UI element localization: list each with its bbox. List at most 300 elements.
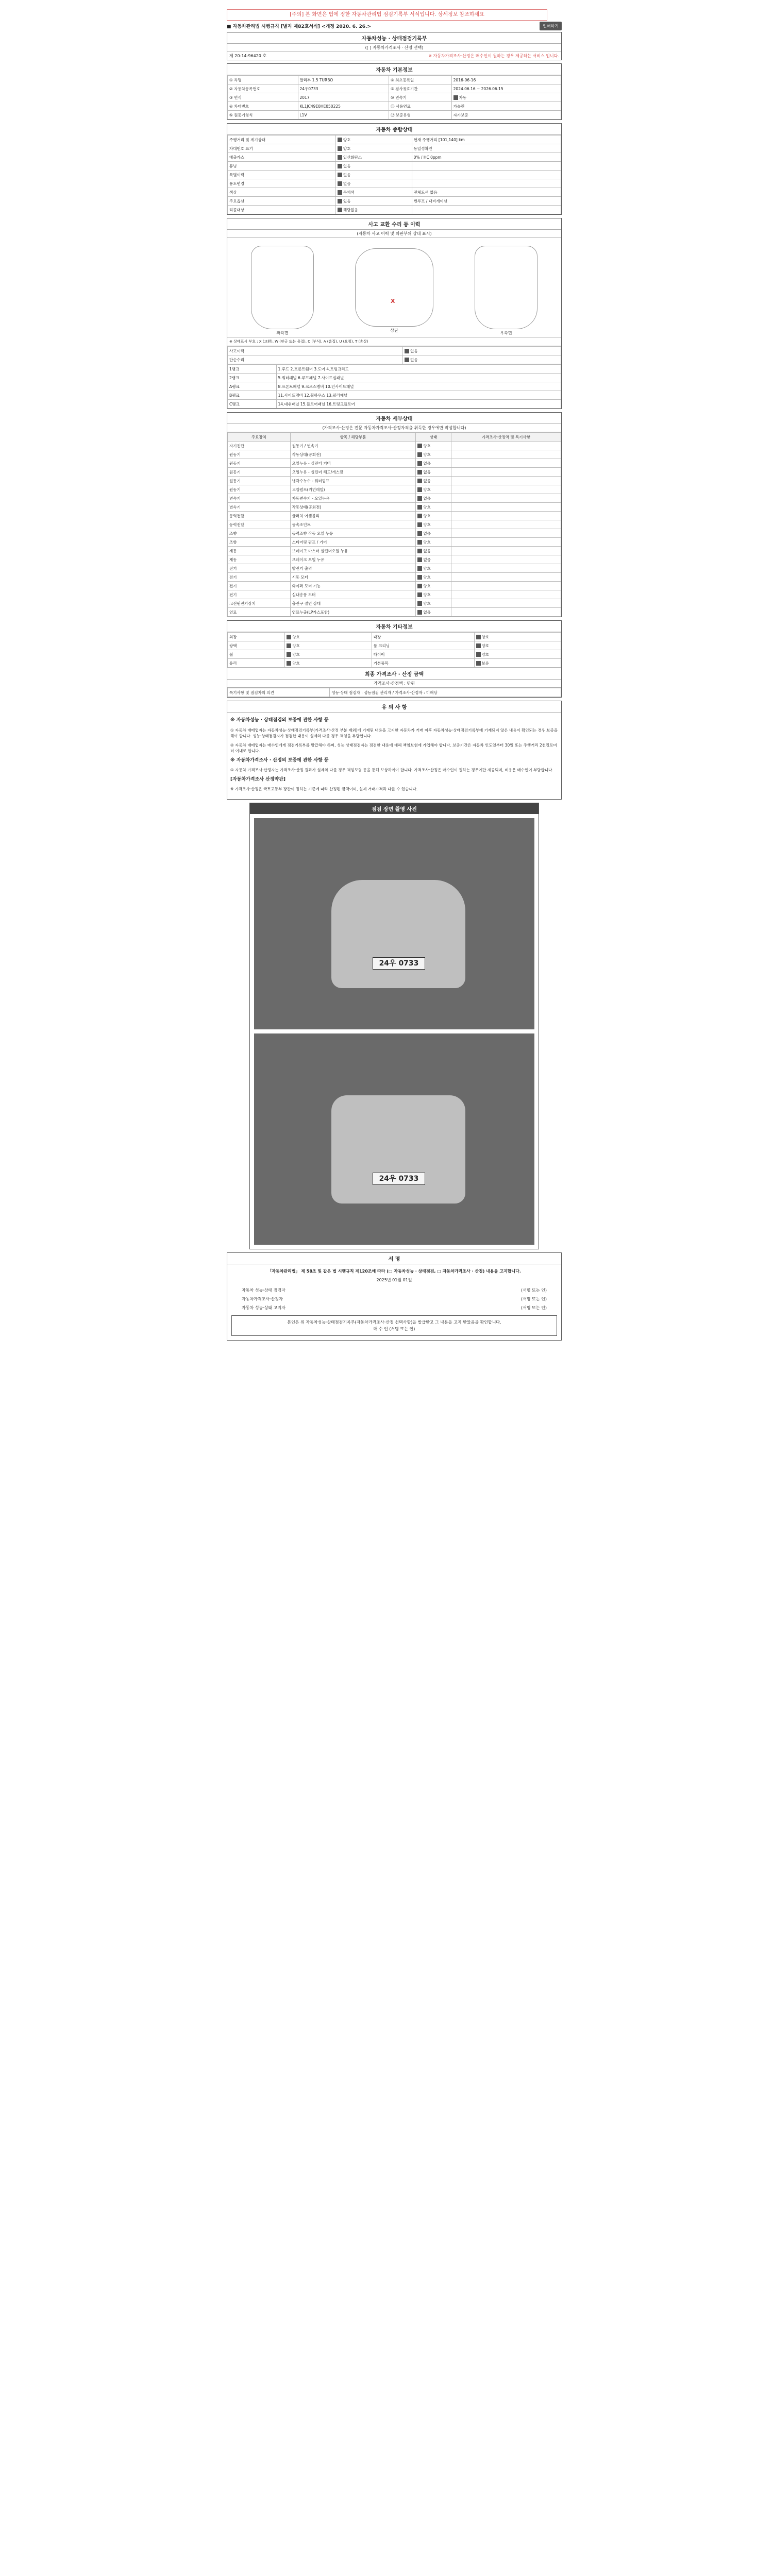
sign-cell: 자동차가격조사·산정자 (242, 1296, 283, 1301)
document-title-box (227, 32, 562, 60)
table-cell (412, 171, 561, 179)
table-cell: 없음 (402, 347, 561, 355)
detail-title: 자동차 세부상태 (227, 413, 561, 424)
table-cell: ① 차명 (228, 76, 298, 84)
table-cell: 양호 (416, 590, 451, 599)
table-cell: 없음 (416, 468, 451, 477)
table-cell: C랭크 (228, 400, 277, 409)
table-cell: 동력조향 작동 오일 누유 (290, 529, 416, 538)
table-cell: 냉각수누수 - 워터펌프 (290, 477, 416, 485)
table-cell: 24우0733 (298, 84, 389, 93)
sign-cell: (서명 또는 인) (521, 1287, 547, 1293)
table-cell: 양호 (474, 633, 561, 641)
signature-section (227, 1252, 562, 1341)
table-cell: 양호 (416, 520, 451, 529)
table-cell: 오일누유 - 실린더 헤드/개스킷 (290, 468, 416, 477)
basic-info-row (228, 84, 561, 93)
table-cell: 휠 (228, 650, 285, 659)
checkbox-checked (417, 452, 422, 457)
detail-row (228, 538, 561, 547)
car-right-view (475, 246, 537, 335)
table-cell (412, 179, 561, 188)
checkbox-checked (476, 643, 481, 648)
table-cell (451, 547, 561, 555)
checkbox-checked (417, 470, 422, 474)
detail-row (228, 599, 561, 608)
table-cell: ④ 차대번호 (228, 102, 298, 111)
status-row (228, 171, 561, 179)
table-cell: ⑩ 변속기 (389, 93, 451, 102)
basic-info-row (228, 76, 561, 84)
notes-section (227, 701, 562, 800)
checkbox-checked (476, 652, 481, 657)
notes-heading-2: ※ 자동차가격조사 · 산정의 보증에 관한 사항 등 (230, 757, 329, 763)
sign-receiver: 매 수 인 (서명 또는 인) (373, 1326, 415, 1331)
table-cell: 연료누출(LP가스포함) (290, 608, 416, 617)
table-cell: 유리 (228, 659, 285, 668)
detail-row (228, 564, 561, 573)
notice-banner: [주의] 본 화면은 법에 정한 자동차관리법 점검기록부 서식입니다. 상세정보 참조하세요 (227, 9, 547, 21)
table-cell: 자동 (451, 93, 561, 102)
fee-text: 가격조사·산정액 : 만원 (227, 680, 561, 688)
inspection-document (227, 20, 562, 1344)
table-cell: 조향 (228, 538, 291, 547)
extra-title: 자동차 기타정보 (227, 621, 561, 632)
table-cell: 양호 (416, 582, 451, 590)
notes-body (227, 713, 561, 799)
table-cell: 용도변경 (228, 179, 336, 188)
detail-row (228, 494, 561, 503)
accident-section (227, 218, 562, 409)
rank-row (228, 374, 561, 382)
fee-title: 최종 가격조사 · 산정 금액 (227, 668, 561, 680)
detail-row (228, 503, 561, 512)
basic-info-table (227, 75, 561, 120)
table-cell: 고압펌프(커먼레일) (290, 485, 416, 494)
table-cell: 고전원전기장치 (228, 599, 291, 608)
checkbox-checked (287, 635, 291, 639)
table-cell: 2016-06-16 (451, 76, 561, 84)
table-cell: 2랭크 (228, 374, 277, 382)
rank-row (228, 391, 561, 400)
detail-row (228, 582, 561, 590)
sign-row (231, 1295, 557, 1303)
table-cell: 자동변속기 - 오일누유 (290, 494, 416, 503)
basic-info-title: 자동차 기본정보 (227, 64, 561, 75)
checkbox-checked (417, 549, 422, 553)
status-row (228, 206, 561, 214)
table-cell: 충전구 절연 상태 (290, 599, 416, 608)
table-cell: 작동상태(공회전) (290, 450, 416, 459)
checkbox-checked (417, 540, 422, 545)
rank-row (228, 400, 561, 409)
notes-heading-3: [자동차가격조사 산정약관] (230, 776, 285, 782)
table-cell: 광택 (228, 641, 285, 650)
diagram-label-right: 우측면 (500, 331, 512, 335)
checkbox-checked (338, 181, 342, 186)
form-reference: ■ 자동차관리법 시행규칙 [별지 제82호서식] <개정 2020. 6. 26.> (227, 24, 371, 29)
rank-table (227, 364, 561, 409)
table-cell: 2024.06.16 ~ 2026.06.15 (451, 84, 561, 93)
table-cell: 없음 (335, 171, 412, 179)
inspector-row (228, 688, 561, 697)
status-row (228, 188, 561, 197)
table-cell: 양호 (416, 573, 451, 582)
table-cell: 양호 (416, 564, 451, 573)
sign-cell: (서명 또는 인) (521, 1296, 547, 1301)
diagram-label-left: 좌측면 (276, 331, 289, 335)
accident-title: 사고 교환 수리 등 이력 (227, 218, 561, 230)
sign-law: 「자동차관리법」 제 58조 및 같은 법 시행규칙 제120조에 따라 (□ 자동차성능 · 상태점검, □ 자동차가격조사 · 산정) 내용을 고지합니다. (267, 1268, 521, 1274)
print-button[interactable]: 인쇄하기 (540, 22, 562, 30)
table-cell: 특기사항 및 점검자의 의견 (228, 688, 330, 697)
table-cell: 제동 (228, 555, 291, 564)
table-cell: 14.대쉬패널 15.플로어패널 16.트렁크플로어 (276, 400, 561, 409)
table-cell: 작동상태(공회전) (290, 503, 416, 512)
document-header (227, 20, 562, 32)
table-cell: 가솔린 (451, 102, 561, 111)
table-cell (451, 529, 561, 538)
sign-row (231, 1303, 557, 1312)
table-cell: 변속기 (228, 494, 291, 503)
sign-row (231, 1286, 557, 1295)
table-cell: 동력전달 (228, 520, 291, 529)
table-cell: 양호 (416, 599, 451, 608)
table-cell: 전기 (228, 564, 291, 573)
table-cell: 전체도색 없음 (412, 188, 561, 197)
car-front-image (331, 880, 465, 988)
table-cell: 양호 (335, 144, 412, 153)
table-cell: 타이어 (372, 650, 474, 659)
table-cell: B랭크 (228, 391, 277, 400)
table-cell: 전기 (228, 573, 291, 582)
status-row (228, 179, 561, 188)
table-cell: 양호 (285, 641, 372, 650)
table-cell: ⑨ 검사유효기간 (389, 84, 451, 93)
table-cell: 자기진단 (228, 442, 291, 450)
table-cell: ⑤ 원동기형식 (228, 111, 298, 120)
table-cell: 양호 (285, 633, 372, 641)
table-cell: 양호 (285, 659, 372, 668)
table-cell: 변속기 (228, 503, 291, 512)
car-diagram (227, 238, 561, 337)
rank-row (228, 382, 561, 391)
notes-heading-1: ※ 자동차성능 · 상태점검의 보증에 관한 사항 등 (230, 718, 329, 723)
table-cell: 클러치 어셈블리 (290, 512, 416, 520)
checkbox-checked (338, 155, 342, 160)
checkbox-checked (417, 479, 422, 483)
accident-summary-row (228, 355, 561, 364)
table-cell: 없음 (402, 355, 561, 364)
photo-rear (254, 1033, 534, 1245)
table-cell: 전기 (228, 590, 291, 599)
checkbox-checked (417, 566, 422, 571)
table-cell (451, 485, 561, 494)
sign-footer-text: 본인은 위 자동차성능·상태점검기록부(자동차가격조사·산정 선택사항)을 발급받고 그 내용을 고지 받았음을 확인합니다. (287, 1319, 501, 1325)
checkbox-checked (417, 496, 422, 501)
table-cell (451, 503, 561, 512)
notes-para-4: ※ 가격조사·산정은 국토교통부 장관이 정하는 기준에 따라 산정된 금액이며, 실제 거래가격과 다를 수 있습니다. (230, 787, 418, 791)
status-row (228, 135, 561, 144)
table-cell: 리콜대상 (228, 206, 336, 214)
table-cell: 배출가스 (228, 153, 336, 162)
table-cell: 연료 (228, 608, 291, 617)
checkbox-checked (417, 487, 422, 492)
table-cell: 양호 (416, 503, 451, 512)
checkbox-checked (476, 635, 481, 639)
table-cell: 시동 모터 (290, 573, 416, 582)
table-cell: 양호 (285, 650, 372, 659)
table-cell: 5.쿼터패널 6.루프패널 7.사이드실패널 (276, 374, 561, 382)
damage-legend: ※ 상태표시 부호 : X (교환), W (판금 또는 용접), C (부식), A (흠집), U (요철), T (손상) (227, 337, 561, 346)
rank-row (228, 365, 561, 374)
table-cell: 전기 (228, 582, 291, 590)
basic-info-section (227, 63, 562, 120)
table-cell: 원동기 (228, 477, 291, 485)
table-cell: 원동기 (228, 450, 291, 459)
doc-subtitle: ([ ] 자동차가격조사 · 산정 선택) (227, 44, 561, 52)
table-cell: 동일성확인 (412, 144, 561, 153)
table-cell: 브레이크 오일 누유 (290, 555, 416, 564)
detail-section (227, 412, 562, 617)
table-cell: 양호 (416, 450, 451, 459)
table-cell (451, 477, 561, 485)
table-cell (451, 442, 561, 450)
checkbox-checked (417, 601, 422, 606)
status-table (227, 135, 561, 214)
detail-row (228, 608, 561, 617)
table-cell (451, 520, 561, 529)
table-cell (451, 450, 561, 459)
extra-row (228, 641, 561, 650)
doc-title: 자동차성능 · 상태점검기록부 (227, 32, 561, 44)
checkbox-checked (453, 95, 458, 100)
extra-section (227, 620, 562, 698)
notes-para-2: ② 자동차 매매업자는 매수인에게 점검기록부를 발급해야 하며, 성능·상태점검자는 점검한 내용에 대해 책임보험에 가입해야 합니다. 보증기간은 자동차 인도일부터 30일 또는 주행거리 2천킬로미터 이내로 합니다. (230, 743, 557, 753)
table-cell: 동력전달 (228, 512, 291, 520)
detail-row (228, 442, 561, 450)
table-cell: KL1JC49E0HE050225 (298, 102, 389, 111)
table-cell: ⑫ 보증유형 (389, 111, 451, 120)
table-cell: 색상 (228, 188, 336, 197)
table-cell (451, 468, 561, 477)
detail-row (228, 477, 561, 485)
checkbox-checked (476, 661, 481, 666)
sign-date: 2025년 01월 01일 (376, 1277, 412, 1282)
detail-row (228, 590, 561, 599)
diagram-label-top: 상단 (390, 328, 398, 333)
column-header: 가격조사·산정액 및 특기사항 (451, 433, 561, 442)
table-cell (451, 590, 561, 599)
table-cell: 있음 (335, 197, 412, 206)
table-cell: 주행거리 및 계기상태 (228, 135, 336, 144)
accident-summary-row (228, 347, 561, 355)
checkbox-checked (338, 138, 342, 142)
checkbox-checked (417, 522, 422, 527)
table-cell: L1V (298, 111, 389, 120)
photo-front (254, 818, 534, 1029)
detail-row (228, 547, 561, 555)
table-cell: 오일누유 - 실린더 커버 (290, 459, 416, 468)
table-cell: 주요옵션 (228, 197, 336, 206)
table-cell: 특별이력 (228, 171, 336, 179)
table-cell (451, 564, 561, 573)
table-cell: 와이퍼 모터 기능 (290, 582, 416, 590)
table-cell: 썬루프 / 내비게이션 (412, 197, 561, 206)
plate-rear: 24우 0733 (373, 1173, 425, 1185)
table-cell: 현재 주행거리 [101,140] km (412, 135, 561, 144)
extra-row (228, 659, 561, 668)
table-cell: 말리부 1.5 TURBO (298, 76, 389, 84)
table-cell: 제동 (228, 547, 291, 555)
checkbox-checked (417, 461, 422, 466)
extra-row (228, 650, 561, 659)
notes-title: 유 의 사 항 (227, 701, 561, 713)
table-cell (451, 608, 561, 617)
checkbox-checked (287, 643, 291, 648)
sign-body (227, 1264, 561, 1340)
status-row (228, 197, 561, 206)
column-header: 항목 / 해당부품 (290, 433, 416, 442)
table-cell: 없음 (335, 179, 412, 188)
checkbox-checked (417, 505, 422, 510)
table-cell: 없음 (416, 608, 451, 617)
table-cell: 양호 (416, 485, 451, 494)
photo-title: 점검 장면 촬영 사진 (250, 803, 539, 814)
table-cell: 외장 (228, 633, 285, 641)
table-cell: 양호 (474, 641, 561, 650)
table-cell: 원동기 / 변속기 (290, 442, 416, 450)
table-cell: 없음 (335, 162, 412, 171)
table-cell: 0% / HC 0ppm (412, 153, 561, 162)
table-cell: 발전기 출력 (290, 564, 416, 573)
column-header: 상태 (416, 433, 451, 442)
sign-footer (231, 1315, 557, 1336)
table-cell (451, 459, 561, 468)
extra-row (228, 633, 561, 641)
checkbox-checked (417, 592, 422, 597)
table-cell: ② 자동차등록번호 (228, 84, 298, 93)
checkbox-checked (417, 575, 422, 580)
detail-row (228, 520, 561, 529)
table-cell: 스티어링 펌프 / 기어 (290, 538, 416, 547)
table-cell (451, 599, 561, 608)
table-cell: 없음 (416, 459, 451, 468)
inspector-table (227, 688, 561, 697)
table-cell (412, 162, 561, 171)
checkbox-checked (338, 199, 342, 204)
table-cell (451, 555, 561, 564)
detail-row (228, 468, 561, 477)
table-cell: ③ 연식 (228, 93, 298, 102)
table-cell: 원동기 (228, 459, 291, 468)
table-cell: 없음 (416, 477, 451, 485)
table-cell: 8.프론트패널 9.크로스멤버 10.인사이드패널 (276, 382, 561, 391)
table-cell: 차대번호 표기 (228, 144, 336, 153)
status-row (228, 144, 561, 153)
sign-cell: (서명 또는 인) (521, 1305, 547, 1310)
table-cell (451, 512, 561, 520)
checkbox-checked (338, 146, 342, 151)
checkbox-checked (287, 661, 291, 666)
car-left-view (251, 246, 314, 335)
status-title: 자동차 종합상태 (227, 124, 561, 135)
checkbox-checked (338, 208, 342, 212)
table-cell: 1.후드 2.프론트휀더 3.도어 4.트렁크리드 (276, 365, 561, 374)
checkbox-checked (417, 444, 422, 448)
table-cell: 브레이크 마스터 실린더오일 누유 (290, 547, 416, 555)
detail-row (228, 512, 561, 520)
table-cell: 양호 (474, 650, 561, 659)
table-cell: 보유 (474, 659, 561, 668)
notes-para-3: ① 자동차 가격조사·산정자는 가격조사·산정 결과가 실제와 다를 경우 책임보험 등을 통해 보상하여야 합니다. 가격조사·산정은 매수인이 원하는 경우에만 제공되며, 비용은 매수인이 부담합니다. (230, 768, 553, 772)
damage-mark: X (391, 298, 395, 304)
table-cell: 없음 (416, 547, 451, 555)
detail-table (227, 432, 561, 617)
detail-row (228, 450, 561, 459)
sign-cell: 자동차 성능·상태 점검자 (242, 1287, 285, 1293)
table-cell (451, 494, 561, 503)
accident-subtitle: (자동차 사고 이력 및 외판부위 상태 표시) (227, 230, 561, 238)
table-cell: 없음 (416, 529, 451, 538)
table-cell: 사고이력 (228, 347, 403, 355)
table-cell: 단순수리 (228, 355, 403, 364)
detail-row (228, 555, 561, 564)
car-top-view (355, 248, 433, 333)
table-cell: 일산화탄소 (335, 153, 412, 162)
checkbox-checked (338, 190, 342, 195)
table-cell: 양호 (416, 512, 451, 520)
basic-info-row (228, 102, 561, 111)
table-cell: 양호 (335, 135, 412, 144)
detail-row (228, 573, 561, 582)
table-cell (451, 538, 561, 547)
sign-cell: 자동차 성능·상태 고지자 (242, 1305, 285, 1310)
table-cell: 무채색 (335, 188, 412, 197)
table-cell: 자가보증 (451, 111, 561, 120)
table-cell: 양호 (416, 538, 451, 547)
table-cell: A랭크 (228, 382, 277, 391)
table-cell: 등속조인트 (290, 520, 416, 529)
table-cell: 기본품목 (372, 659, 474, 668)
table-cell: ⑪ 사용연료 (389, 102, 451, 111)
table-cell: 내장 (372, 633, 474, 641)
table-cell: 해당없음 (335, 206, 412, 214)
detail-row (228, 459, 561, 468)
status-section (227, 123, 562, 215)
notes-para-1: ① 자동차 매매업자는 자동차성능·상태점검기록부(가격조사·산정 부분 제외)에 기재된 내용을 고지한 자동차가 거래 이후 자동차성능·상태점검기록부에 기재되지 않은 내용이 확인되는 경우 보증을 해야 합니다. 성능·상태점검자가 점검한 내용이 실제와 다를 경우 책임을 부담합니다. (230, 727, 558, 738)
table-cell: 1랭크 (228, 365, 277, 374)
table-cell: 11.사이드멤버 12.휠하우스 13.필러패널 (276, 391, 561, 400)
table-cell (412, 206, 561, 214)
detail-row (228, 485, 561, 494)
checkbox-checked (417, 584, 422, 588)
extra-table (227, 632, 561, 668)
checkbox-checked (405, 349, 409, 353)
table-cell: 2017 (298, 93, 389, 102)
table-cell: 없음 (416, 555, 451, 564)
table-cell (451, 582, 561, 590)
plate-front: 24우 0733 (373, 957, 425, 970)
table-cell: 원동기 (228, 485, 291, 494)
checkbox-checked (338, 164, 342, 168)
status-row (228, 153, 561, 162)
table-cell: 성능·상태 점검자 : 성능점검 관리자 / 가격조사·산정자 : 미해당 (330, 688, 561, 697)
table-cell: ⑧ 최초등록일 (389, 76, 451, 84)
table-cell: 룸 크리닝 (372, 641, 474, 650)
table-cell: 없음 (416, 494, 451, 503)
basic-info-row (228, 93, 561, 102)
